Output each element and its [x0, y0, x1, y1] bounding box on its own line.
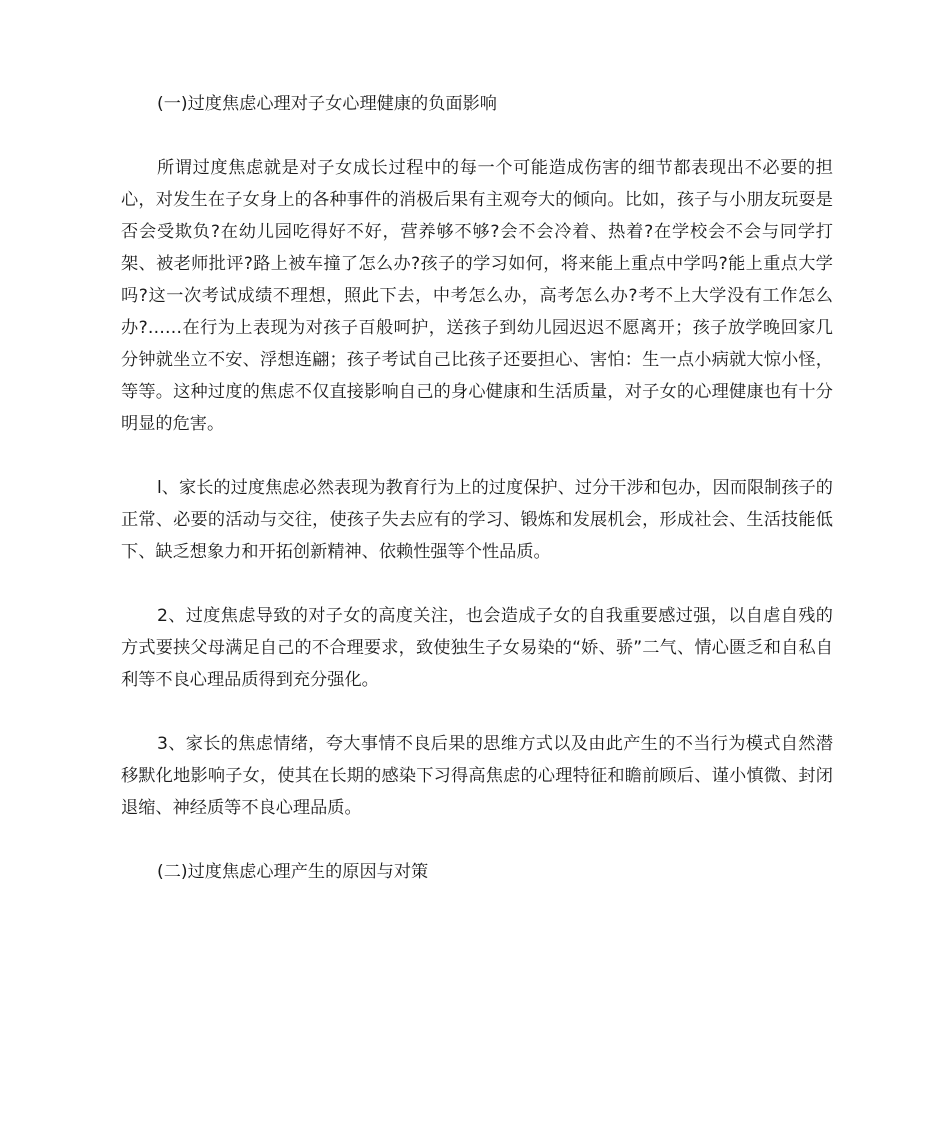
section-heading-negative-effects: (一)过度焦虑心理对子女心理健康的负面影响 — [157, 94, 497, 114]
paragraph-point-1: l、家长的过度焦虑必然表现为教育行为上的过度保护、过分干涉和包办，因而限制孩子的正常、必要的活动与交往，使孩子失去应有的学习、锻炼和发展机会，形成社会、生活技能低下、缺乏想象力和开拓创新精神、依赖性强等个性品质。 — [121, 478, 833, 562]
paragraph-definition: 所谓过度焦虑就是对子女成长过程中的每一个可能造成伤害的细节都表现出不必要的担心，对发生在子女身上的各种事件的消极后果有主观夸大的倾向。比如，孩子与小朋友玩耍是否会受欺负?在幼儿园吃得好不好，营养够不够?会不会冷着、热着?在学校会不会与同学打架、被老师批评?路上被车撞了怎么办?孩子的学习如何，将来能上重点中学吗?能上重点大学吗?这一次考试成绩不理想，照此下去，中考怎么办，高考怎么办?考不上大学没有工作怎么办?……在行为上表现为对孩子百般呵护，送孩子到幼儿园迟迟不愿离开；孩子放学晚回家几分钟就坐立不安、浮想连翩；孩子考试自己比孩子还要担心、害怕：生一点小病就大惊小怪，等等。这种过度的焦虑不仅直接影响自己的身心健康和生活质量，对子女的心理健康也有十分明显的危害。 — [121, 158, 833, 434]
paragraph-point-3: 3、家长的焦虑情绪，夸大事情不良后果的思维方式以及由此产生的不当行为模式自然潜移默化地影响子女，使其在长期的感染下习得高焦虑的心理特征和瞻前顾后、谨小慎微、封闭退缩、神经质等不良心理品质。 — [121, 734, 833, 818]
section-heading-causes-countermeasures: (二)过度焦虑心理产生的原因与对策 — [157, 862, 429, 882]
paragraph-point-2: 2、过度焦虑导致的对子女的高度关注，也会造成子女的自我重要感过强，以自虐自残的方式要挟父母满足自己的不合理要求，致使独生子女易染的“娇、骄”二气、情心匮乏和自私自利等不良心理品质得到充分强化。 — [121, 606, 833, 690]
document-body — [121, 88, 833, 888]
